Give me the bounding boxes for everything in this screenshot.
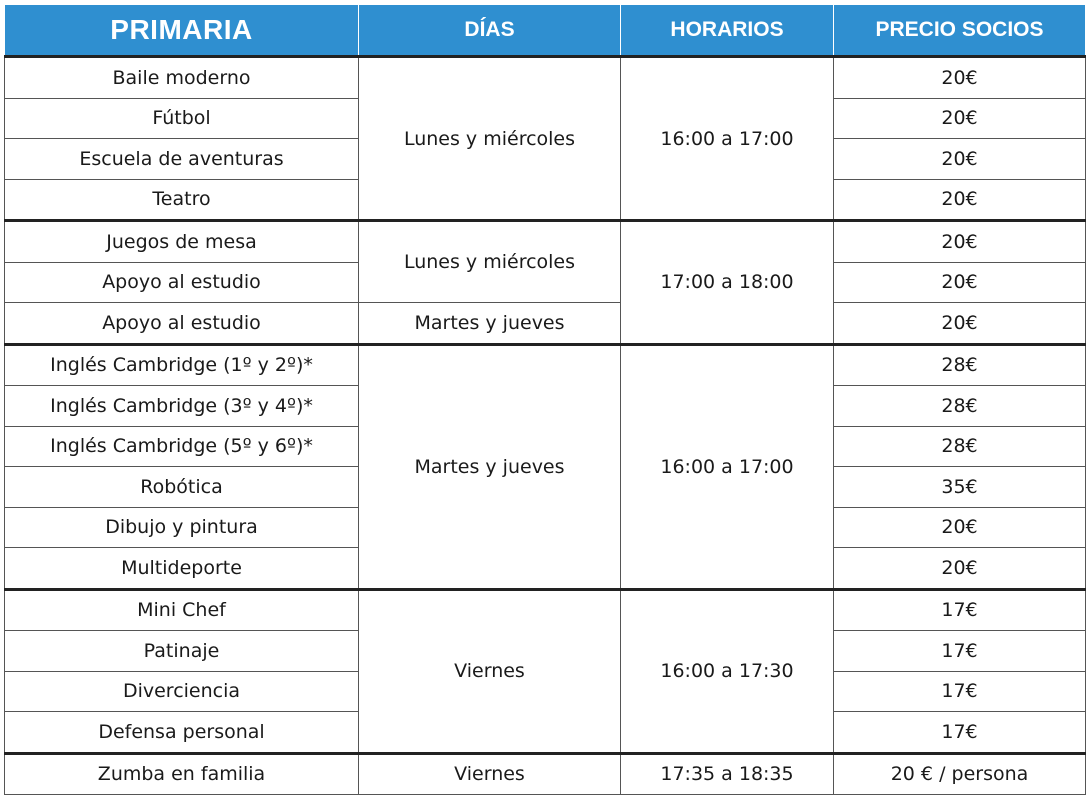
days-cell: Lunes y miércoles xyxy=(359,57,621,221)
activity-cell: Apoyo al estudio xyxy=(5,262,359,303)
price-cell: 20€ xyxy=(834,303,1086,345)
table-row xyxy=(5,344,1086,386)
price-cell: 28€ xyxy=(834,344,1086,386)
time-cell: 17:00 a 18:00 xyxy=(621,221,834,345)
activity-cell: Patinaje xyxy=(5,631,359,672)
activity-cell: Fútbol xyxy=(5,98,359,139)
activity-cell: Inglés Cambridge (3º y 4º)* xyxy=(5,386,359,427)
activity-cell: Robótica xyxy=(5,467,359,508)
activity-cell: Inglés Cambridge (5º y 6º)* xyxy=(5,426,359,467)
price-cell: 20€ xyxy=(834,179,1086,221)
activity-cell: Mini Chef xyxy=(5,589,359,631)
activity-cell: Diverciencia xyxy=(5,671,359,712)
days-cell: Lunes y miércoles xyxy=(359,221,621,303)
activity-cell: Escuela de aventuras xyxy=(5,139,359,180)
price-cell: 28€ xyxy=(834,386,1086,427)
activity-cell: Juegos de mesa xyxy=(5,221,359,263)
header-row xyxy=(5,5,1086,57)
days-cell: Martes y jueves xyxy=(359,344,621,589)
table-row xyxy=(5,589,1086,631)
activity-cell: Zumba en familia xyxy=(5,753,359,795)
price-cell: 28€ xyxy=(834,426,1086,467)
table-row xyxy=(5,221,1086,263)
price-cell: 20€ xyxy=(834,548,1086,590)
time-cell: 16:00 a 17:00 xyxy=(621,57,834,221)
activity-cell: Dibujo y pintura xyxy=(5,507,359,548)
price-cell: 20€ xyxy=(834,262,1086,303)
header-precio-socios: PRECIO SOCIOS xyxy=(834,5,1086,57)
time-cell: 17:35 a 18:35 xyxy=(621,753,834,795)
price-cell: 20€ xyxy=(834,139,1086,180)
header-horarios: HORARIOS xyxy=(621,5,834,57)
price-cell: 35€ xyxy=(834,467,1086,508)
activity-cell: Multideporte xyxy=(5,548,359,590)
time-cell: 16:00 a 17:00 xyxy=(621,344,834,589)
days-cell: Viernes xyxy=(359,589,621,753)
activity-cell: Teatro xyxy=(5,179,359,221)
price-cell: 20€ xyxy=(834,507,1086,548)
activity-cell: Defensa personal xyxy=(5,712,359,754)
price-cell: 20€ xyxy=(834,57,1086,99)
price-cell: 17€ xyxy=(834,712,1086,754)
table-row xyxy=(5,303,1086,345)
activity-cell: Baile moderno xyxy=(5,57,359,99)
price-cell: 20€ xyxy=(834,221,1086,263)
price-cell: 20 € / persona xyxy=(834,753,1086,795)
price-cell: 17€ xyxy=(834,589,1086,631)
table-body xyxy=(5,57,1086,795)
activity-cell: Inglés Cambridge (1º y 2º)* xyxy=(5,344,359,386)
price-cell: 17€ xyxy=(834,631,1086,672)
table-header xyxy=(5,5,1086,57)
table-row xyxy=(5,57,1086,99)
activity-cell: Apoyo al estudio xyxy=(5,303,359,345)
price-cell: 20€ xyxy=(834,98,1086,139)
days-cell: Viernes xyxy=(359,753,621,795)
table-row xyxy=(5,753,1086,795)
days-cell: Martes y jueves xyxy=(359,303,621,345)
time-cell: 16:00 a 17:30 xyxy=(621,589,834,753)
schedule-table xyxy=(4,4,1086,795)
header-primaria: PRIMARIA xyxy=(5,5,359,57)
price-cell: 17€ xyxy=(834,671,1086,712)
header-dias: DÍAS xyxy=(359,5,621,57)
